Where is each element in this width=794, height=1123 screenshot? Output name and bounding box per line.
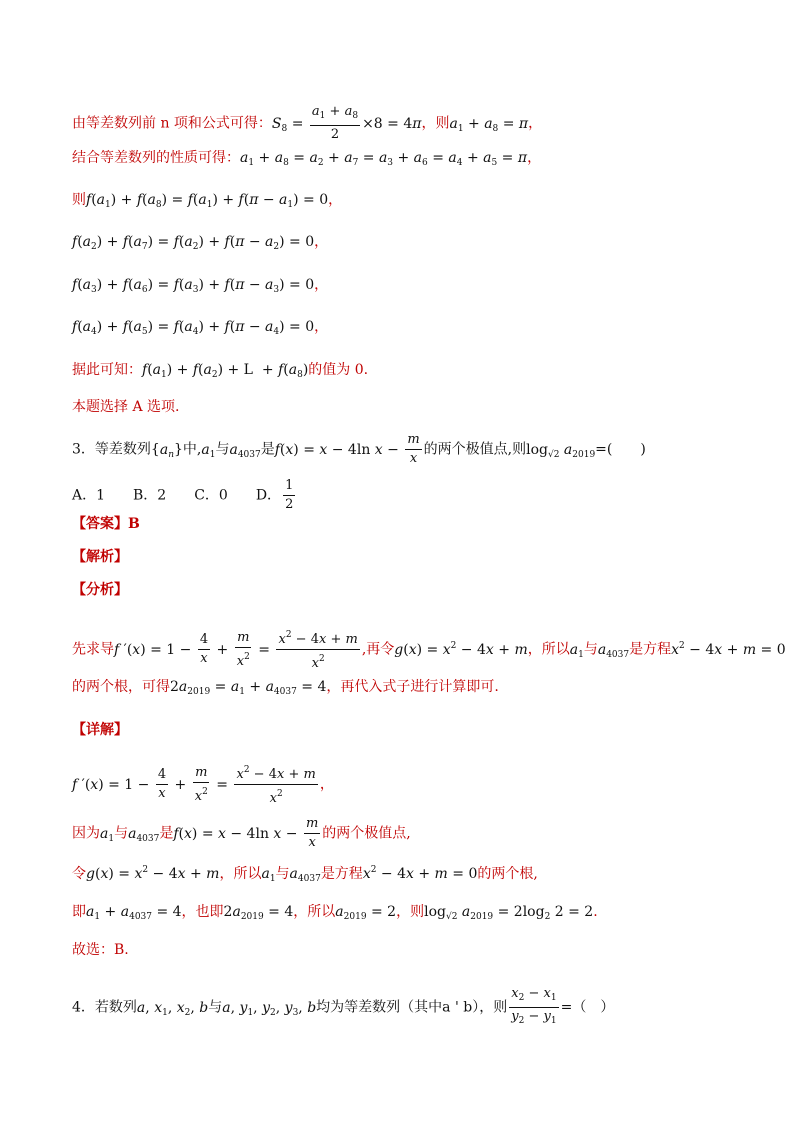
text: 【分析】 — [72, 582, 128, 598]
text: ，所以 — [219, 866, 262, 882]
text: 与 — [114, 825, 129, 842]
text: 则 — [72, 192, 86, 208]
text: 是 — [260, 441, 275, 458]
detail-extreme-points: 因为$a_1$与$a_{4037}$是f(x) = x − 4ln x − $\frac{m}{x}$ 的两个极值点, — [72, 816, 411, 850]
text: 与 — [583, 641, 598, 658]
text: a ' b — [442, 999, 473, 1016]
line-property: 结合等差数列的性质可得：$a_1 + a_8 = a_2 + a_7 = a_3 + a_6 = a_4 + a_5 = \pi$， — [72, 150, 542, 168]
question-4: 4．若数列a, $x_1$, $x_2$, b与a, $y_1$, $y_2$, $y_3$, b均为等差数列（其中a ' b），则 $\frac{x_2 - x_1}{y_2 - y_1}$ =（ ） — [72, 986, 615, 1026]
text: 的值为 0. — [308, 362, 369, 378]
text: ，所以 — [527, 641, 570, 658]
detail-derivative: f ′(x) = 1 − $\frac{4}{x}$ + $\frac{m}{x^2}$ = $\frac{x^2 - 4x + m}{x^2}$ ， — [72, 762, 334, 807]
text: ，也即 — [181, 904, 224, 920]
line-sum-formula: 由等差数列前 n 项和公式可得：$S_8$ = $\frac{a_1 + a_8}{2}$ ×8 = 4π，则$a_1 + a_8 = \pi$， — [72, 104, 543, 142]
text: 的两个根，可得 — [72, 679, 170, 695]
text: ，所以 — [293, 904, 336, 920]
text: 是方程 — [629, 641, 672, 658]
jiexi-label — [72, 547, 128, 567]
text: ,再令 — [361, 641, 395, 658]
text: 的两个根, — [477, 866, 538, 882]
analysis-roots: 的两个根，可得$2a_{2019} = a_1 + a_{4037} = 4$，再代入式子进行计算即可. — [72, 679, 499, 697]
text: =（ ） — [560, 999, 615, 1016]
text: 即 — [72, 904, 86, 920]
text: 与 — [275, 866, 290, 882]
line-f-a4-a5: $f(a_4) + f(a_5) = f(a_4) + f(\pi - a_4) = 0$， — [72, 319, 329, 337]
text: 均为等差数列（其中 — [316, 999, 443, 1016]
text: 由等差数列前 n 项和公式可得： — [72, 115, 272, 132]
text: 与 — [215, 441, 230, 458]
text: ，则 — [396, 904, 425, 920]
text: 先求导 — [72, 641, 114, 658]
xiangjie-label — [72, 720, 128, 740]
text: 3．等差数列 — [72, 441, 151, 458]
text: 【详解】 — [72, 722, 128, 738]
text: 【答案】B — [72, 516, 140, 532]
text: ，再代入式子进行计算即可. — [326, 679, 499, 695]
text: 4．若数列 — [72, 999, 137, 1016]
text: 因为 — [72, 825, 100, 842]
final-choice — [72, 940, 129, 960]
text: A．1 B．2 C．0 D． — [72, 487, 282, 504]
text: 【解析】 — [72, 549, 128, 565]
text: 故选：B. — [72, 942, 129, 958]
detail-compute: 即$a_1 + a_{4037} = 4$，也即$2a_{2019} = 4$，所以$a_{2019} = 2$，则$\log_{√2} a_{2019} = 2\log_2$ 2 = 2. — [72, 904, 598, 922]
text: 是方程 — [320, 866, 363, 882]
text: ），则 — [472, 999, 508, 1016]
text: 本题选择 A 选项. — [72, 399, 180, 415]
detail-g-roots: 令$g(x) = x^2 - 4x + m$，所以$a_1$与$a_{4037}$是方程$x^2 - 4x + m = 0$的两个根, — [72, 865, 538, 884]
line-f-a3-a6: $f(a_3) + f(a_6) = f(a_3) + f(\pi - a_3) = 0$， — [72, 277, 329, 295]
text: ，则 — [421, 115, 450, 132]
text: 中, — [182, 441, 202, 458]
text: 据此可知： — [72, 362, 142, 378]
analysis-derivative: 先求导f ′(x) = 1 − $\frac{4}{x}$ + $\frac{m}{x^2}$ = $\frac{x^2 - 4x + m}{x^2}$ ,再令$g(x) = x^2 - 4x + m$，所以$a_1$与$a_{4037}$是方程$x^2 - 4x + m = 0$ — [72, 627, 786, 672]
text: 的两个极值点, — [322, 825, 411, 842]
line-conclusion: 据此可知：$f(a_1) + f(a_2) + L + f(a_8)$的值为 0. — [72, 362, 369, 380]
question-3-options: A．1 B．2 C．0 D． $\frac{1}{2}$ — [72, 478, 294, 512]
fenxi-label — [72, 580, 128, 600]
text: 的两个极值点,则 — [423, 441, 527, 458]
line-choose-a — [72, 397, 179, 417]
text: 与 — [208, 999, 223, 1016]
text: =( ) — [595, 441, 646, 458]
line-f-a2-a7: $f(a_2) + f(a_7) = f(a_2) + f(\pi - a_2) = 0$， — [72, 234, 329, 252]
question-3: 3．等差数列$\{a_n\}$中$,a_1$与$a_{4037}$是f(x) = x − 4ln x − $\frac{m}{x}$ 的两个极值点,则$\log_{√2} a_{2019}=$( ) — [72, 432, 646, 466]
text: 结合等差数列的性质可得： — [72, 150, 240, 166]
text: 令 — [72, 866, 86, 882]
line-f-a1-a8: 则$f(a_1) + f(a_8) = f(a_1) + f(\pi - a_1) = 0$， — [72, 192, 343, 210]
text: 是 — [159, 825, 174, 842]
answer-label — [72, 514, 140, 534]
